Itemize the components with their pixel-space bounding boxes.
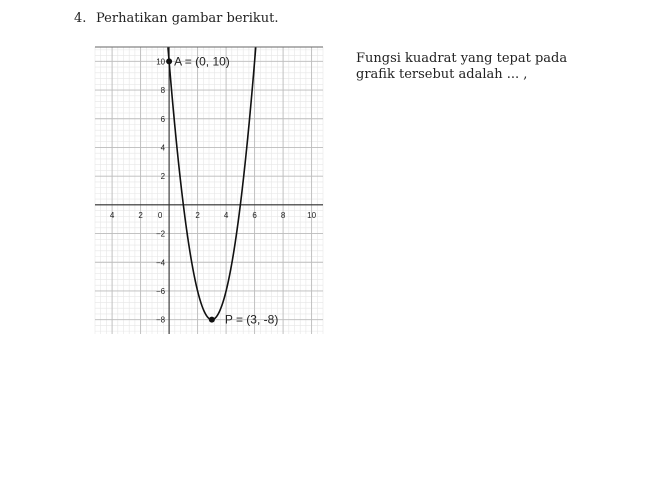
- y-tick-label: −4: [155, 258, 166, 268]
- x-tick-label: 4: [109, 210, 115, 220]
- question-text: Fungsi kuadrat yang tepat pada grafik tersebut adalah ... ,: [356, 51, 568, 82]
- x-tick-label: 2: [195, 210, 200, 220]
- point-a-label: A = (0, 10): [174, 54, 230, 69]
- y-tick-label: −8: [155, 315, 166, 325]
- point-p-marker: [209, 317, 215, 323]
- parabola-curve: [168, 47, 256, 319]
- x-tick-label: 2: [138, 210, 143, 220]
- y-tick-label: 8: [160, 86, 166, 96]
- x-tick-label: 0: [157, 210, 163, 220]
- y-tick-label: 6: [160, 114, 166, 124]
- y-tick-label: 4: [160, 143, 166, 153]
- question-number: 4.: [74, 11, 87, 26]
- point-a-marker: [166, 58, 172, 64]
- question-heading: Perhatikan gambar berikut.: [96, 11, 279, 26]
- y-tick-label: −2: [155, 229, 166, 239]
- y-tick-label: 2: [160, 172, 166, 182]
- points: [166, 54, 278, 326]
- y-tick-label: −6: [155, 286, 166, 296]
- y-tick-label: 10: [156, 57, 166, 67]
- x-tick-label: 6: [252, 210, 257, 220]
- point-p-label: P = (3, -8): [224, 312, 279, 327]
- x-tick-label: 8: [280, 210, 286, 220]
- x-tick-label: 4: [223, 210, 229, 220]
- x-tick-label: 10: [307, 210, 317, 220]
